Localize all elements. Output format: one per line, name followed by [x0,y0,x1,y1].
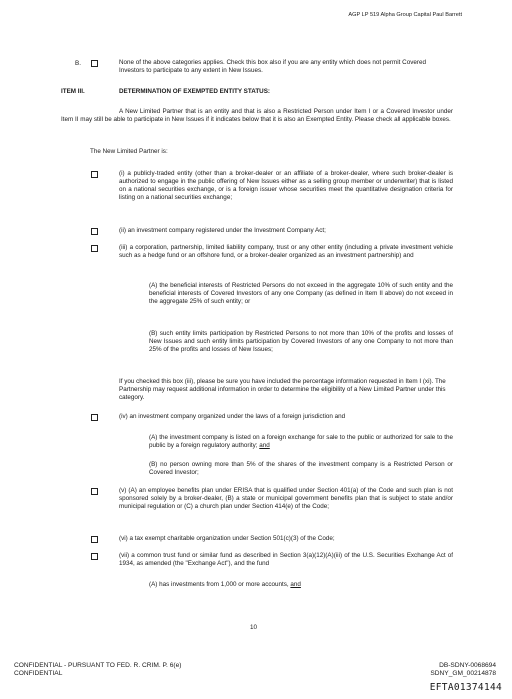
option-vii-checkbox[interactable] [91,553,98,560]
option-iii-checkbox[interactable] [91,245,98,252]
option-iii-note: If you checked this box (iii), please be sure you have included the percentage information requested in Item I (xi). The Partnership may request additional information in order to determine the eligibility of a New Limited Partner under this category. [119,378,446,402]
footer-left [14,662,181,678]
option-vi-checkbox[interactable] [91,536,98,543]
efta-stamp: EFTA01374144 [429,682,502,693]
option-ii-text: (ii) an investment company registered under the Investment Company Act; [119,227,326,234]
item-iii-lead: The New Limited Partner is: [90,148,168,155]
footer-confidential: CONFIDENTIAL [14,670,63,678]
footer-bates-sdny: SDNY_GM_00214878 [430,670,496,678]
option-v-checkbox[interactable] [91,488,98,495]
option-vii-a [149,581,453,589]
footer-confidential-rule: CONFIDENTIAL - PURSUANT TO FED. R. CRIM. P. 6(e) [14,662,182,669]
footer-bates-db: DB-SDNY-0068694 [439,662,496,669]
option-v-text: (v) (A) an employee benefits plan under ERISA that is qualified under Section 401(a) of the Code and such plan is not sponsored solely by a broker-dealer, (B) a state or municipal government benefits plan that is subject to state and/or municipal regulation or (C) a church plan under Section 414(e) of the Code; [119,487,453,511]
page-header: AGP LP 519 Alpha Group Capital Paul Barrett [348,12,462,18]
option-iv-a-text: (A) the investment company is listed on a foreign exchange for sale to the public or authorized for sale to the public by a foreign regulatory authority; [149,434,453,450]
option-vii-text: (vii) a common trust fund or similar fund as described in Section 3(a)(12)(A)(iii) of the U.S. Securities Exchange Act of 1934, as amended (the "Exchange Act"), and the fund [119,552,453,568]
option-i-checkbox[interactable] [91,171,98,178]
option-iv-text: (iv) an investment company organized under the laws of a foreign jurisdiction and [119,413,346,420]
option-vii-a-text: (A) has investments from 1,000 or more accounts, [149,581,289,588]
option-iii-b-text: (B) such entity limits participation by Restricted Persons to not more than 10% of the profits and losses of New Issues and such entity limits participation by Covered Investors of any one Company to not more than 25% of the profits and losses of New Issues; [149,330,453,354]
item-iii-title: DETERMINATION OF EXEMPTED ENTITY STATUS: [119,88,271,95]
option-i-text: (i) a publicly-traded entity (other than a broker-dealer or an affiliate of a broker-dealer, where such broker-dealer is authorized to engage in the public offering of New Issues either as a selling group member or underwriter) that is listed on a national securities exchange, or is a foreign issuer whose securities meet the quantitative designation criteria for listing on a national securities exchange; [119,170,453,202]
option-iv-b-text: (B) no person owning more than 5% of the shares of the investment company is a Restricted Person or Covered Investor; [149,461,453,477]
page-number: 10 [250,624,258,631]
option-iv-a [149,434,453,450]
option-iv-a-and: and [259,442,270,450]
item-b-text: None of the above categories applies. Check this box also if you are any entity which does not permit Covered Investors to participate to any extent in New Issues. [119,59,426,75]
option-iv-checkbox[interactable] [91,414,98,421]
option-iii-text: (iii) a corporation, partnership, limited liability company, trust or any other entity (including a private investment vehicle such as a hedge fund or an offshore fund, or a broker-dealer organized as an investment partnership) and [119,244,453,260]
item-b-label: B. [75,60,81,67]
option-vi-text: (vi) a tax exempt charitable organization under Section 501(c)(3) of the Code; [119,535,335,542]
item-iii-label: ITEM III. [61,88,85,95]
option-iii-a-text: (A) the beneficial interests of Restricted Persons do not exceed in the aggregate 10% of such entity and the beneficial interests of Covered Investors of any one Company (as defined in Item II above) do not exceed in the aggregate 25% of such entity; or [149,282,453,306]
option-ii-checkbox[interactable] [91,228,98,235]
item-iii-intro: A New Limited Partner that is an entity and that is also a Restricted Person under Item I or a Covered Investor under Item II may still be able to participate in New Issues if it indicates below that it is also an Exempted Entity. Please check all applicable boxes. [61,108,453,124]
footer-right [430,662,496,678]
option-vii-a-and: and [290,581,301,588]
item-b-checkbox[interactable] [91,60,98,67]
